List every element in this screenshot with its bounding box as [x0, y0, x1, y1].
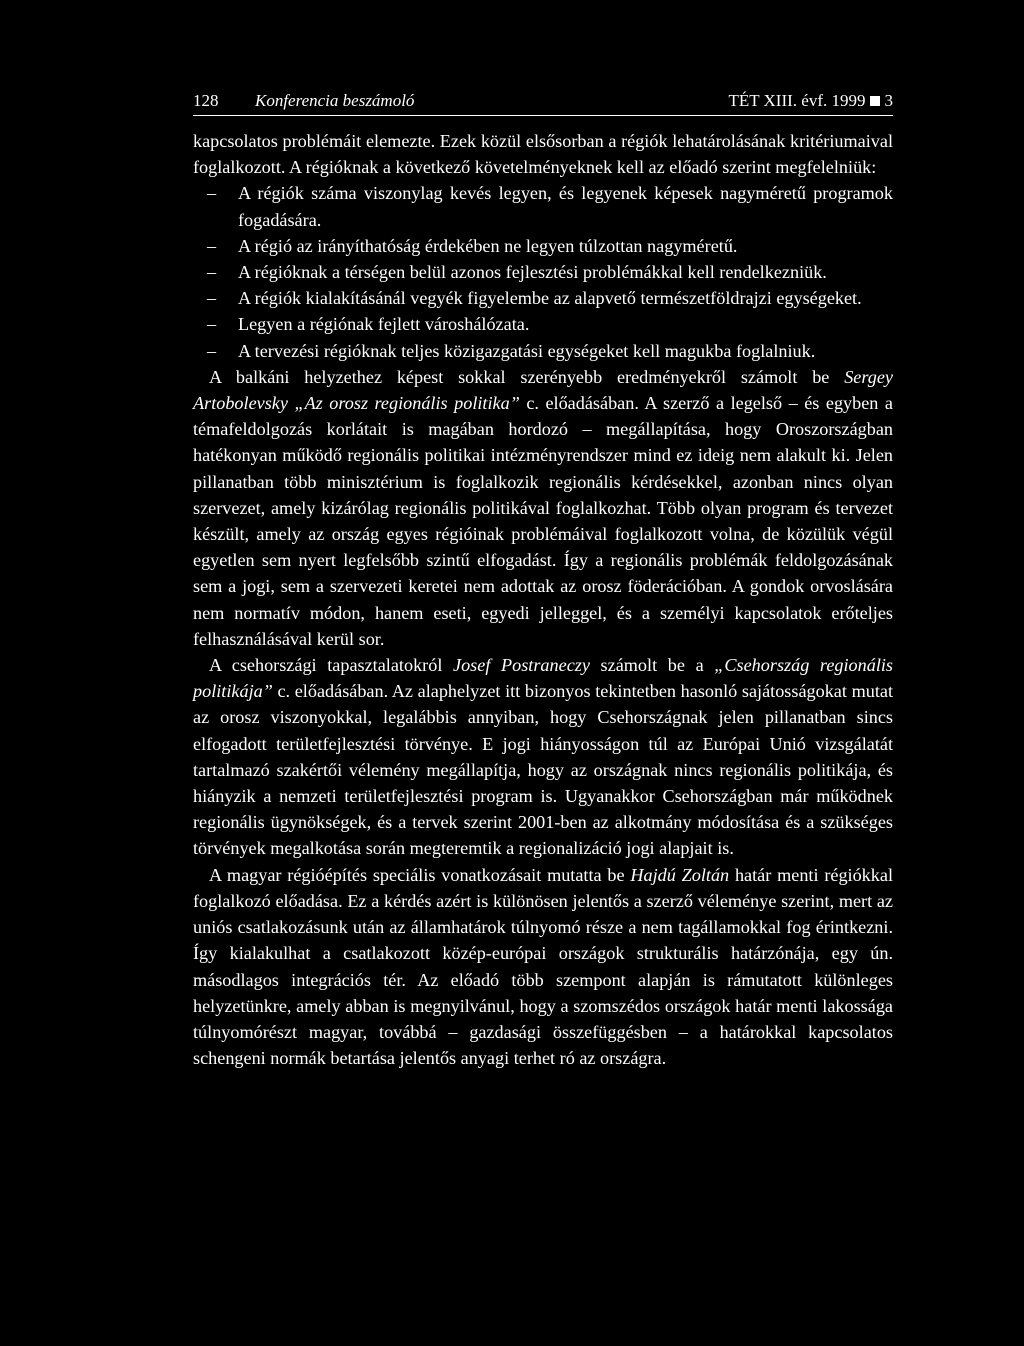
document-page [193, 86, 893, 1071]
list-item-text: A tervezési régióknak teljes közigazgatási egységeket kell magukba foglalniuk. [238, 340, 816, 361]
hungary-paragraph [193, 862, 893, 1072]
list-item [193, 338, 893, 364]
list-item-text: A régió az irányíthatóság érdekében ne legyen túlzottan nagyméretű. [238, 235, 738, 256]
list-item [193, 259, 893, 285]
author-name: Josef Postraneczy [453, 655, 590, 676]
list-item [193, 285, 893, 311]
list-item-text: Legyen a régiónak fejlett városhálózata. [238, 314, 530, 335]
dash-bullet-icon: – [207, 235, 217, 256]
dash-bullet-icon: – [207, 340, 217, 361]
russia-paragraph [193, 364, 893, 652]
paragraph-text: számolt be a [589, 655, 715, 676]
section-title: Konferencia beszámoló [255, 91, 415, 110]
list-item [193, 233, 893, 259]
author-name: Hajdú Zoltán [630, 864, 730, 885]
list-item-text: A régiók kialakításánál vegyék figyelembe az alapvető természetföldrajzi egységeket. [238, 288, 862, 309]
author-and-title: Sergey Artobolevsky „Az orosz regionális politika” [193, 366, 893, 414]
dash-bullet-icon: – [207, 314, 217, 335]
journal-title: TÉT XIII. évf. 1999 [728, 91, 866, 110]
issue-number: 3 [884, 91, 893, 110]
list-item-text: A régiók száma viszonylag kevés legyen, és legyenek képesek nagyméretű programok fogadására. [238, 183, 893, 230]
requirements-list [193, 180, 893, 363]
paragraph-text: A magyar régióépítés speciális vonatkozásait mutatta be [209, 864, 631, 885]
paragraph-text: c. előadásában. Az alaphelyzet itt bizonyos tekintetben hasonló sajátosságokat mutat az orosz viszonyokkal, legalábbis annyiban, hogy Csehországnak jelen pillanatban sincs elfogadott területfejlesztési törvénye. E jogi hiányosságon túl az Európai Unió vizsgálatát tartalmazó szakértői vélemény megállapítja, hogy az országnak nincs regionális politikája, és hiányzik a nemzeti területfejlesztési program is. Ugyanakkor Csehországban már működnek regionális ügynökségek, és a tervek szerint 2001-ben az alkotmány módosítása és a szükséges törvények megalkotása során megteremtik a regionalizáció jogi alapjait is. [193, 681, 893, 859]
dash-bullet-icon: – [207, 288, 217, 309]
square-bullet-icon [870, 96, 880, 106]
page-number: 128 [193, 91, 219, 110]
journal-info [728, 86, 893, 115]
running-header [193, 86, 893, 116]
paragraph-text: A balkáni helyzethez képest sokkal szerényebb eredményekről számolt be [209, 366, 845, 387]
list-item [193, 180, 893, 232]
dash-bullet-icon: – [207, 262, 217, 283]
paragraph-text: A csehországi tapasztalatokról [209, 655, 454, 676]
talk-title: „Csehország regionális politikája” [193, 655, 894, 702]
czech-paragraph [193, 652, 893, 862]
paragraph-text: határ menti régiókkal foglalkozó előadása. Ez a kérdés azért is különösen jelentős a szerző véleménye szerint, mert az uniós csatlakozásunk után az államhatárok túlnyomó része a nem tagállamokkal fog érintkezni. Így kialakulhat a csatlakozott közép-európai országok strukturális határzónája, egy ún. másodlagos integrációs tér. Az előadó több szempont alapján is rámutatott különleges helyzetünkre, amely abban is megnyilvánul, hogy a szomszédos országok határ menti lakossága túlnyomórészt magyar, továbbá – gazdasági összefüggésben – a határokkal kapcsolatos schengeni normák betartása jelentős anyagi terhet ró az országra. [193, 864, 893, 1069]
dash-bullet-icon: – [207, 183, 217, 204]
list-item [193, 311, 893, 337]
paragraph-text: c. előadásában. A szerző a legelső – és egyben a témafeldolgozás korlátait is magában hordozó – megállapítása, hogy Oroszországban hatékonyan működő regionális politikai intézményrendszer mind ez ideig nem alakult ki. Jelen pillanatban több minisztérium is foglalkozik regionális kérdésekkel, azonban nincs olyan szervezet, amely kizárólag regionális politikával foglalkozhat. Több olyan program és tervezet készült, amely az ország egyes régióinak problémáival foglalkozott volna, de közülük végül egyetlen sem nyert legfelsőbb szintű elfogadást. Így a regionális problémák feldolgozásának sem a jogi, sem a szervezeti keretei nem adottak az orosz föderációban. A gondok orvoslására nem normatív módon, hanem eseti, egyedi jelleggel, és a személyi kapcsolatok erőteljes felhasználásával kerül sor. [193, 393, 893, 649]
intro-paragraph: kapcsolatos problémáit elemezte. Ezek közül elsősorban a régiók lehatárolásának kritériumaival foglalkozott. A régióknak a következő követelményeknek kell az előadó szerint megfelelniük: [193, 131, 893, 178]
list-item-text: A régióknak a térségen belül azonos fejlesztési problémákkal kell rendelkezniük. [238, 262, 827, 283]
